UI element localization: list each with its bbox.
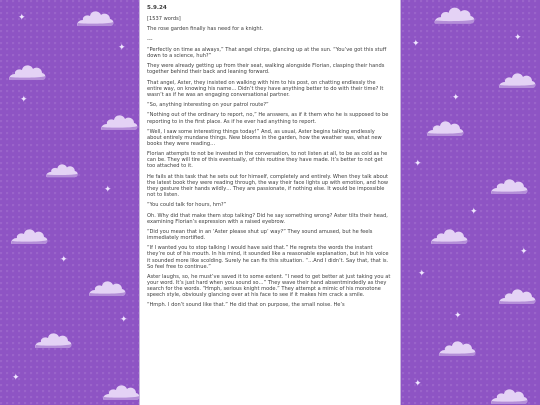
sparkle-icon: ✦ bbox=[470, 207, 478, 217]
post-paragraph: “If I wanted you to stop talking I would have said that.” He regrets the words the instant they’re out of his mouth. In his mind, it sounded like a reasonable explanation, but in his voice it sounded more like scolding. Surely he can fix this situation. “…And I didn’t. Say that, that is. So feel free to continue.” bbox=[147, 245, 389, 270]
sparkle-icon: ✦ bbox=[18, 13, 26, 23]
cloud-icon bbox=[4, 226, 50, 248]
cloud-icon bbox=[70, 8, 116, 30]
sparkle-icon: ✦ bbox=[120, 315, 128, 325]
sparkle-icon: ✦ bbox=[60, 255, 68, 265]
cloud-icon bbox=[96, 382, 142, 404]
cloud-icon bbox=[2, 62, 48, 84]
post-paragraph: Aster laughs, so, he must’ve saved it to some extent. “I need to get better at just taking you at your word. It’s just hard when you sound so…” They wave their hand absentmindedly as they search for the words. “Hmph, serious knight mode.” They attempt a mimic of his monotone speech style, obviously glancing over at his face to see if it makes him crack a smile. bbox=[147, 273, 391, 299]
post-paragraph: “Well, I saw some interesting things today!” And, as usual, Aster begins talking endlessly about entirely mundane things. New blooms in the garden, how the weather was, what new books they were reading… bbox=[147, 128, 382, 147]
sparkle-icon: ✦ bbox=[454, 311, 462, 321]
sparkle-icon: ✦ bbox=[514, 33, 522, 43]
sparkle-icon: ✦ bbox=[20, 95, 28, 105]
post-paragraph: “So, anything interesting on your patrol route?” bbox=[147, 102, 269, 109]
post-paragraph: “Hmph. I don’t sound like that.” He did that on purpose, the small noise. He’s bbox=[147, 302, 345, 309]
sparkle-icon: ✦ bbox=[418, 269, 426, 279]
post-content bbox=[139, 0, 401, 405]
cloud-icon bbox=[484, 386, 530, 405]
post-paragraph: The rose garden finally has need for a knight. bbox=[147, 26, 264, 33]
post-paragraph: Oh. Why did that make them stop talking? Did he say something wrong? Aster tilts their head, examining Florian’s expression with a raised eyebrow. bbox=[147, 212, 388, 225]
section-divider: --- bbox=[147, 36, 153, 43]
sparkle-icon: ✦ bbox=[414, 159, 422, 169]
cloud-icon bbox=[432, 338, 478, 360]
cloud-icon bbox=[426, 4, 478, 28]
post-paragraph: “Did you mean that in an ‘Aster please shut up’ way?” They sound amused, but he feels immediately mortified. bbox=[147, 228, 373, 242]
post-paragraph: That angel, Aster, they insisted on walking with him to his post, on chatting endlessly the entire way, on knowing his name… Didn’t they have anything better to do with their time? It wasn’t as if he was an engaging conversational partner. bbox=[147, 79, 384, 98]
post-paragraph: Florian attempts to not be invested in the conversation, to not listen at all, to be as cold as he can be. They will tire of this eventually, of this routine they have made. It’s better to not get too attached to it. bbox=[147, 151, 388, 170]
post-paragraph: He fails at this task that he sets out for himself, completely and entirely. When they talk about the latest book they were reading through, the way their face lights up with emotion, and how they gesture their hands wildly… They are passionate, if nothing else. It would be impossible not to listen. bbox=[147, 173, 389, 199]
post-paragraph: “You could talk for hours, hm?” bbox=[147, 202, 227, 209]
sparkle-icon: ✦ bbox=[104, 185, 112, 195]
post-title: 5.9.24 bbox=[147, 5, 167, 11]
cloud-icon bbox=[40, 160, 80, 182]
cloud-icon bbox=[492, 70, 538, 92]
post-paragraph: They were already getting up from their seat, walking alongside Florian, clasping their hands together behind their back and leaning forward. bbox=[147, 63, 385, 76]
cloud-icon bbox=[28, 330, 74, 352]
cloud-icon bbox=[94, 112, 140, 134]
cloud-icon bbox=[420, 118, 466, 140]
cloud-icon bbox=[82, 278, 128, 300]
post-paragraph: “Nothing out of the ordinary to report, no,” He answers, as if it them who he is supposed to be reporting to in the first place. As if he ever had anything to report. bbox=[147, 112, 389, 125]
sparkle-icon: ✦ bbox=[520, 247, 528, 257]
cloud-icon bbox=[492, 286, 538, 308]
cloud-icon bbox=[484, 176, 530, 198]
sparkle-icon: ✦ bbox=[414, 379, 422, 389]
word-count: [1537 words] bbox=[147, 16, 181, 23]
sparkle-icon: ✦ bbox=[452, 93, 460, 103]
sparkle-icon: ✦ bbox=[12, 373, 20, 383]
cloud-icon bbox=[424, 226, 470, 248]
post-paragraph: “Perfectly on time as always,” That angel chirps, glancing up at the sun. “You’ve got this stuff down to a science, huh?” bbox=[147, 46, 387, 60]
sparkle-icon: ✦ bbox=[118, 43, 126, 53]
sparkle-icon: ✦ bbox=[412, 39, 420, 49]
